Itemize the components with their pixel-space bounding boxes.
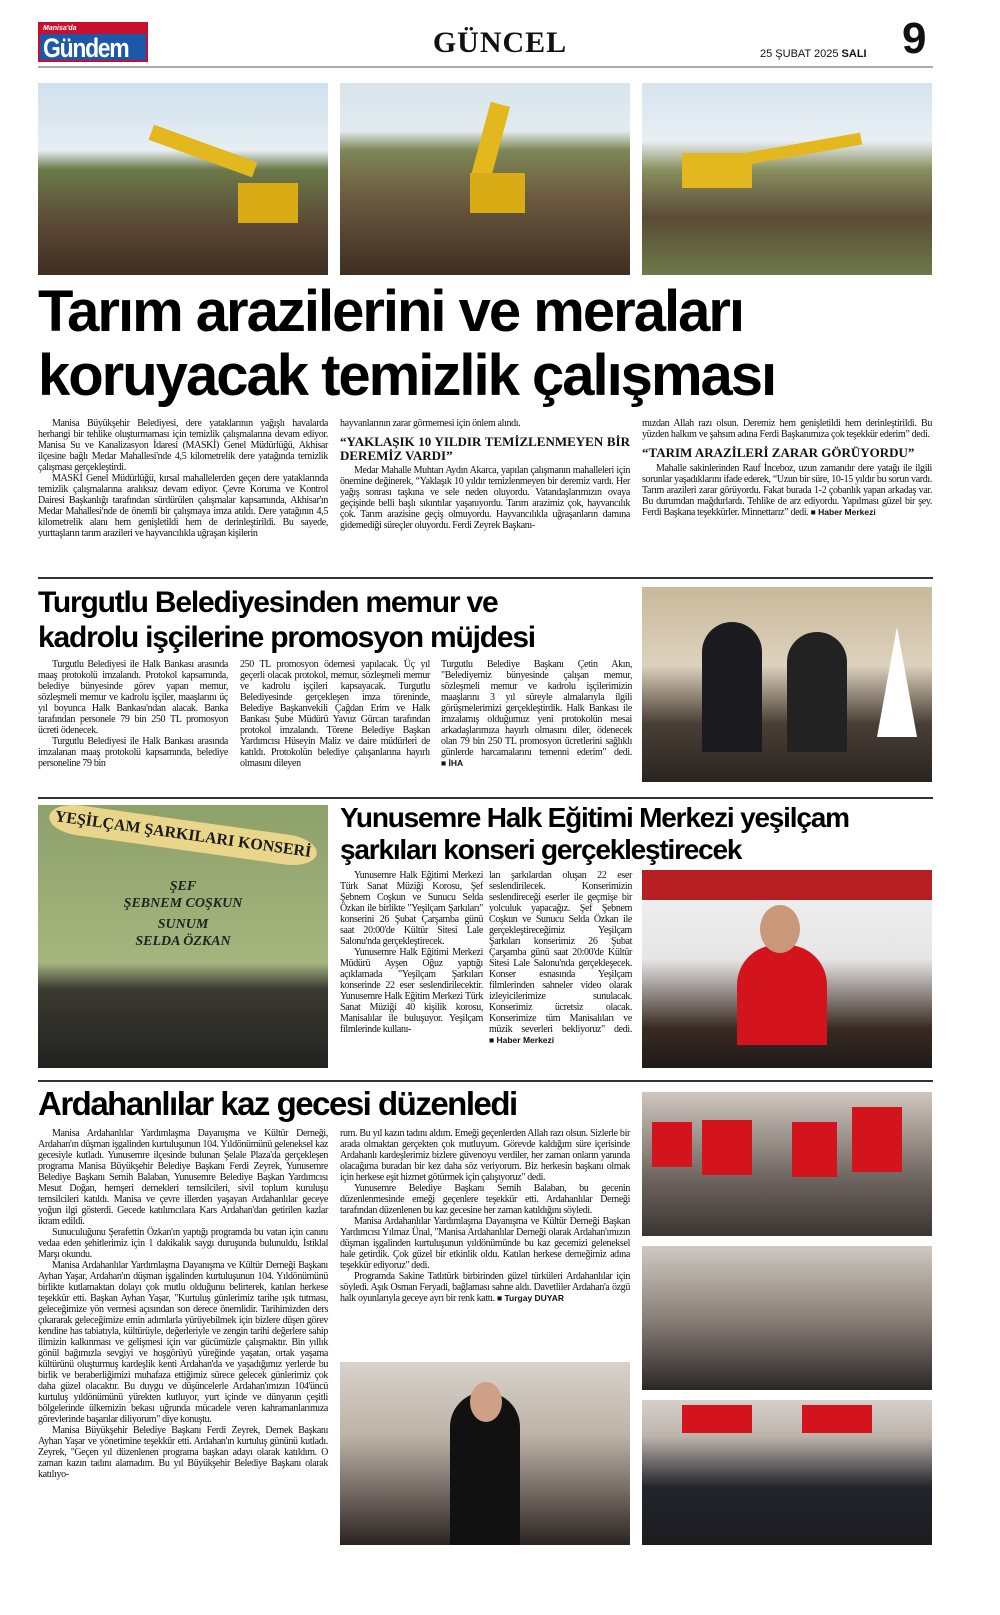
- header-rule: [38, 66, 933, 68]
- article4-column-2: [340, 1128, 630, 1304]
- director-photo: [642, 870, 932, 1068]
- paragraph: Mahalle sakinlerinden Rauf İnceboz, uzun zamandır dere yatağı ile ilgili sorunlar yaşadıklarını ifade ederek, “Uzun bir süre, 10-15 yıldır bu sorun vardı. Tarım arazileri zarar görüyordu. Fakat burada 1-2 çobanlık yapan arkadaş var. Bu durumdan mağdurlardı. Tehlike de arz ediyordu. Yapılması güzel bir şey. Ferdi Başkana teşekkürler. Minnettarız” dedi.: [642, 462, 932, 518]
- subheading: “TARIM ARAZİLERİ ZARAR GÖRÜYORDU”: [642, 445, 915, 460]
- paragraph: lan şarkılardan oluşan 22 eser seslendirilecek. Konserimizin seslendireceği eserler ile geçmişe bir yolculuk yapacağız. Şef Şebnem Coşkun ve Sunucu Selda Özkan ile gerçekleştireceğimiz Yeşilçam Şarkıları konserimiz 26 Şubat Çarşamba günü saat 20:00'de Kültür Sitesi Lale Salonu'nda gerçekleşecek. Konser esnasında Yeşilçam filmlerinden sahneler video olarak izleyicilerimize sunulacak. Konserimiz ücretsiz olacak. Konserimize tüm Manisalıları ve müzik severleri bekliyoruz" dedi.: [489, 870, 632, 1035]
- headline-article1: [38, 280, 938, 408]
- section-title: GÜNCEL: [432, 26, 568, 59]
- paragraph: Yunusemre Belediye Başkanı Semih Balaban, bu gecenin düzenlenmesinde emeği geçenlere teşekkür etti. Ardahanlılar Derneği tarafından düzenlenen bu kaz gecesine her zaman katıldığını söyledi.: [340, 1183, 630, 1216]
- group-photo: [642, 1400, 932, 1545]
- page-number: 9: [902, 14, 927, 63]
- headline-line: Turgutlu Belediyesinden memur ve: [38, 586, 498, 619]
- headline-line: şarkıları konseri gerçekleştirecek: [340, 834, 742, 865]
- article1-column-2: [340, 418, 630, 531]
- paragraph: 250 TL promosyon ödemesi yapılacak. Üç yıl geçerli olacak protokol, memur, sözleşmeli memur ve kadrolu işçileri kapsayacak. Turgutlu Belediyesinde gerçekleşen imza töreninde, Belediye Başkanvekili Çağdan Erim ve Halk Bankası Şube Müdürü Yavuz Gürcan tarafından protokol imzalandı. Törene Belediye Başkan Yardımcısı Hüseyin Maliz ve daire müdürleri de katıldı. Protokolün belediye çalışanlarına hayırlı olmasını dileyen: [240, 659, 430, 769]
- poster-host: SELDA ÖZKAN: [135, 934, 231, 949]
- paragraph: Manisa Büyükşehir Belediye Başkanı Ferdi Zeyrek, Dernek Başkanı Ayhan Yaşar ve yönetimine teşekkür etti. Ardahan'ın kurtuluş gününü kutladı. Zeyrek, "Geçen yıl düzenlenen programa başkan adayı olarak katıldım. O zaman kazın tadını alamadım. Bu yıl Büyükşehir Belediye Başkanı olarak katılıyo-: [38, 1425, 328, 1480]
- excavator-photo-1: [38, 83, 328, 275]
- divider: [38, 797, 933, 799]
- byline: ■ Haber Merkezi: [489, 1035, 555, 1045]
- paragraph: rum. Bu yıl kazın tadını aldım. Emeği geçenlerden Allah razı olsun. Sizlerle bir arada olmaktan gerçekten çok mutluyum. Görevde kaldığım süre içerisinde Ardahanlı kardeşlerimiz bizlere güvenoyu verdiler, her zaman onların yanında olacağıma buradan bir kez daha söz veriyorum. Biz herkesin başkanı olmak için herkese eşit hizmet götürmek için çalışıyoruz" dedi.: [340, 1128, 630, 1183]
- poster-host-label: SUNUM: [157, 917, 209, 932]
- article1-column-1: [38, 418, 328, 539]
- paragraph: Yunusemre Halk Eğitimi Merkezi Müdürü Ayşen Oğuz yaptığı açıklamada "Yeşilçam Şarkıları konserinde 22 eser seslendirilecektir. Yunusemre Halk Eğitim Merkezi Türk Sanat Müziği 40 kişilik korosu, Manisalılar ile buluşuyor. Yeşilçam filmlerinde kullanı-: [340, 947, 483, 1035]
- issue-date: [760, 48, 867, 60]
- folk-dance-photo: [642, 1246, 932, 1390]
- article3-column-2: [489, 870, 632, 1046]
- concert-poster: [38, 805, 328, 1068]
- newspaper-logo: [38, 22, 148, 62]
- paragraph: hayvanlarının zarar görmemesi için önlem alındı.: [340, 418, 521, 429]
- weekday: SALI: [841, 48, 867, 60]
- paragraph: MASKİ Genel Müdürlüğü, kırsal mahallelerden geçen dere yataklarında temizlik çalışmalarına aralıksız devam ediyor. Çevre Koruma ve Kontrol Dairesi Başkanlığı tarafından sürdürülen çalışmalar kapsamında, Akhisar'ın Medar Mahallesi'nde de önemli bir çalışmaya imza atıldı. Dere yatağının 4,5 kilometrelik alanı hem genişletildi hem de derinleştirildi. Bu sayede, yurttaşların tarım arazileri ve hayvancılıkla uğraşan kişilerin: [38, 473, 328, 539]
- poster-conductor-label: ŞEF: [169, 879, 197, 894]
- excavator-photo-2: [340, 83, 630, 275]
- paragraph: Medar Mahalle Muhtarı Aydın Akarca, yapılan çalışmanın mahalleleri için önemine değinerek, “Yaklaşık 10 yıldır temizlenmeyen bir deremiz vardı. Her yağış sonrası taşkına ve sele neden oluyordu. Vatandaşlarımızın ovaya geçişinde belli başlı sıkıntılar yaşanıyordu. Tarım arazimiz çok, hayvancılık çok. Tarım arazisine geçiş olmuyordu. Hayvancılıkla uğraşanların damına gidemediği süreçler oluyordu. Ferdi Zeyrek Başkanı-: [340, 465, 630, 531]
- paragraph: mızdan Allah razı olsun. Deremiz hem genişletildi hem derinleştirildi. Bu yüzden halkım ve şahsım adına Ferdi Başkanımıza çok teşekkür ederim” dedi.: [642, 418, 932, 440]
- logo-name: Gündem: [43, 33, 129, 62]
- paragraph: Turgutlu Belediyesi ile Halk Bankası arasında maaş protokolü imzalandı. Protokol kapsamında, belediye bünyesinde görev yapan memur, sözleşmeli memur ve kadrolu işçiler, maaşlarını üç yıl boyunca Halk Bankası'ndan alacak. Banka tarafından personele 79 bin 250 TL promosyon ücreti ödenecek.: [38, 659, 228, 736]
- article4-column-1: [38, 1128, 328, 1480]
- headline-line: koruyacak temizlik çalışması: [38, 342, 776, 408]
- article2-column-3: [441, 659, 632, 769]
- paragraph: Manisa Ardahanlılar Yardımlaşma Dayanışma ve Kültür Derneği, Ardahan'ın düşman işgalinden kurtuluşunun 104. Yıldönümünü geleneksel kaz gecesiyle kutladı. Yunusemre ilçesinde bulunan Şelale Plaza'da gerçekleşen programa Manisa Büyükşehir Belediye Başkanı Ferdi Zeyrek, Yunusemre Belediye Başkanı Semih Balaban, Yunusemre Belediye Başkan Yardımcısı Mesut Doğan, hemşeri dernekleri temsilcileri, sivil toplum kuruluşu temsilcileri katıldı. Manisa ve çevre illerden yaşayan Ardahanlılar geceye yoğun ilgi gösterdi. Gecede katılımcılara Kars Ardahan'dan getirilen kazlar ikram edildi.: [38, 1128, 328, 1227]
- article3-column-1: [340, 870, 483, 1035]
- divider: [38, 1080, 933, 1082]
- article1-column-3: [642, 418, 932, 518]
- headline-article4: Ardahanlılar kaz gecesi düzenledi: [38, 1085, 517, 1122]
- paragraph: Yunusemre Halk Eğitimi Merkezi Türk Sanat Müziği Korosu, Şef Şebnem Coşkun ve Sunucu Selda Özkan ile birlikte "Yeşilçam Şarkıları" konserini 26 Şubat Çarşamba günü saat 20:00'de Kültür Sitesi Lale Salonu'nda gerçekleştirecek.: [340, 870, 483, 947]
- headline-article3: [340, 802, 940, 866]
- excavator-photo-3: [642, 83, 932, 275]
- poster-conductor: ŞEBNEM COŞKUN: [123, 896, 243, 911]
- flags-dance-photo: [642, 1092, 932, 1236]
- headline-article2: [38, 585, 638, 655]
- logo-top: Manisa'da: [40, 24, 146, 34]
- paragraph: Turgutlu Belediye Başkanı Çetin Akın, "Belediyemiz bünyesinde çalışan memur, sözleşmeli memur ve kadrolu işçilerimizin maaşlarını 3 yıl süreyle almalarıyla ilgili görüşmelerimizi gerçekleştirdik. Halk Bankası ile imzalamış olduğumuz yeni protokolün mesai arkadaşlarımıza hayırlı olmasını diler, ödenecek olan 79 bin 250 TL promosyon ücretlerini sağlıklı günlerde harcamalarını temenni ederim" dedi.: [441, 659, 632, 758]
- paragraph: Manisa Ardahanlılar Yardımlaşma Dayanışma ve Kültür Derneği Başkan Yardımcısı Yılmaz Ünal, "Manisa Ardahanlılar Derneği olarak Ardahan'ımızın düşman işgalinden kurtuluşunun yıldönümünde bu kaz gecemizi geleneksel hale getirdik. Çok güzel bir etkinlik oldu. Katılan herkese derneğimiz adına teşekkür ediyoruz" dedi.: [340, 1216, 630, 1271]
- paragraph: Programda Sakine Tatlıtürk birbirinden güzel türküleri Ardahanlılar için söyledi. Aşık Osman Feryadi, bağlaması sahne aldı. Davetliler Ardahan'a özgü halk oyunlarıyla geceye ayrı bir renk kattı.: [340, 1271, 630, 1304]
- headline-line: Tarım arazilerini ve meraları: [38, 279, 744, 344]
- paragraph: Turgutlu Belediyesi ile Halk Bankası arasında imzalanan maaş protokolü kapsamında, belediye personeline 79 bin: [38, 736, 228, 769]
- article2-column-1: [38, 659, 228, 769]
- singer-photo: [340, 1362, 630, 1545]
- headline-line: Yunusemre Halk Eğitimi Merkezi yeşilçam: [340, 802, 849, 833]
- paragraph: Manisa Büyükşehir Belediyesi, dere yataklarının yağışlı havalarda herhangi bir tehlike oluşturmaması için temizlik çalışmalarına devam ediyor. Manisa Su ve Kanalizasyon İdaresi (MASKİ) Genel Müdürlüğü, Akhisar ilçesine bağlı Medar Mahallesi'nde 4,5 kilometrelik dere yatağında temizlik çalışması gerçekleştirdi.: [38, 418, 328, 473]
- divider: [38, 577, 933, 579]
- byline: ■ Turgay DUYAR: [496, 1293, 564, 1303]
- headline-line: kadrolu işçilerine promosyon müjdesi: [38, 621, 535, 654]
- subheading: “YAKLAŞIK 10 YILDIR TEMİZLENMEYEN BİR DEREMİZ VARDI”: [340, 434, 630, 463]
- paragraph: Sunuculuğunu Şerafettin Özkan'ın yaptığı programda bu vatan için canını vedaa eden şehitlerimiz için 1 dakikalık saygı duruşunda bulunuldu, İstiklal Marşı okundu.: [38, 1227, 328, 1260]
- paragraph: Manisa Ardahanlılar Yardımlaşma Dayanışma ve Kültür Derneği Başkanı Ayhan Yaşar, Ardahan'ın düşman işgalinden kurtuluşunun 104. Yıldönümünü birlikte kutlamaktan dolayı çok mutlu olduğunu belirterek, katılan herkese teşekkür etti. Başkan Ayhan Yaşar, "Kurtuluş günlerimiz tarihe ışık tutması, geleceğimize yön vermesi açısından son derece önemlidir. Tarihimizden ders çıkararak geleceğimize emin adımlarla yürüyebilmek için bizlere düşen görev kendine has tabiatıyla, kültürüyle, değerleriyle ve zengin tarihi değerlere sahip ilimizin kalkınması ve gelişmesi için var gücümüzle çalışmaktır. Bin yıllık gönül bağımızla sevgiyi ve hoşgörüyü yüreğinde yaşatan, ortak yaşama kültürünü oluşturmuş kardeşlik kenti Ardahan'da ve yaşadığımız yerlerde bu birlik ve beraberliğimizi muhafaza ettiğimiz sürece gelecek günlerimiz çok daha güzel olacaktır. Bu duygu ve düşüncelerle Ardahan'ımızın 104'üncü kurtuluş yıldönümünü yürekten kutluyor, yurt içinde ve dünyanın çeşitli bölgelerinde ülkemizin bekası uğrunda mücadele veren kahramanlarımıza görevlerinde başarılar diliyorum" diye konuştu.: [38, 1260, 328, 1425]
- byline: ■ Haber Merkezi: [810, 506, 876, 517]
- article2-column-2: [240, 659, 430, 769]
- byline: ■ İHA: [441, 758, 464, 768]
- protocol-signing-photo: [642, 587, 932, 782]
- date-text: 25 ŞUBAT 2025: [760, 48, 839, 60]
- poster-title: YEŞİLÇAM ŞARKILARI KONSERİ: [47, 805, 319, 869]
